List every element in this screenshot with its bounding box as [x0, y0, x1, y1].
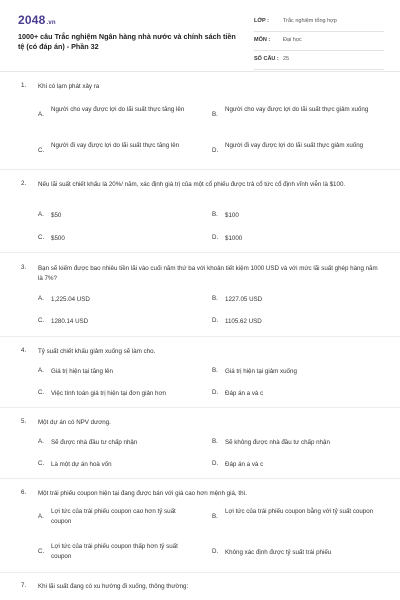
header-divider	[0, 71, 400, 72]
option-letter: D.	[212, 234, 219, 241]
question-text: Một dự án có NPV dương.	[38, 419, 111, 426]
option-text: Người cho vay được lợi do lãi suất thực giảm xuống	[225, 106, 369, 113]
question-text: Khi lãi suất đang có xu hướng đi xuống, thông thường:	[38, 583, 189, 590]
option-text: Người cho vay được lợi do lãi suất thực tăng lên	[51, 106, 185, 113]
question-number: 4.	[21, 347, 27, 354]
option-letter: D.	[212, 460, 219, 467]
option-letter: D.	[212, 389, 219, 396]
option-letter: A.	[38, 513, 44, 520]
question-text: Khi có lạm phát xảy ra	[38, 83, 100, 90]
question-divider	[0, 169, 400, 170]
option-text: Việc tính toán giá trị hiện tại đơn giản hơn	[51, 390, 166, 397]
question-text: Tỷ suất chiết khấu giảm xuống sẽ làm cho.	[38, 348, 156, 355]
meta-row-mon	[254, 35, 384, 51]
option-letter: C.	[38, 389, 45, 396]
document-title: 1000+ câu Trắc nghiệm Ngân hàng nhà nước và chính sách tiền tệ (có đáp án) - Phần 32	[18, 32, 236, 51]
question-divider	[0, 478, 400, 479]
option-letter: C.	[38, 548, 45, 555]
option-letter: A.	[38, 111, 44, 118]
site-logo[interactable]	[18, 13, 56, 27]
question-number: 7.	[21, 582, 27, 589]
meta-value-socau: 25	[283, 56, 290, 62]
meta-label-socau: SỐ CÂU :	[254, 56, 279, 62]
option-letter: B.	[212, 438, 218, 445]
logo-text: 2048	[18, 13, 46, 27]
option-text: Giá trị hiện tại tăng lên	[51, 368, 113, 375]
document-meta	[254, 16, 384, 73]
option-text: Không xác định được tỷ suất trái phiếu	[225, 549, 332, 556]
logo-suffix: .vn	[46, 20, 56, 26]
meta-label-lop: LỚP :	[254, 18, 269, 24]
option-letter: B.	[212, 211, 218, 218]
question-text: Nếu lãi suất chiết khấu là 20%/ năm, xác định giá trị của một cổ phiếu được trả cổ tức cổ định vĩnh viễn là $100.	[38, 181, 346, 188]
option-text: Đáp án a và c	[225, 390, 264, 397]
option-letter: A.	[38, 367, 44, 374]
option-text: Đáp án a và c	[225, 461, 264, 468]
option-letter: C.	[38, 147, 45, 154]
question-number: 6.	[21, 489, 27, 496]
meta-row-socau	[254, 54, 384, 70]
document-header	[0, 0, 400, 70]
option-text: 1280.14 USD	[51, 318, 89, 325]
question-number: 3.	[21, 264, 27, 271]
option-text: 1105.62 USD	[225, 318, 262, 325]
question-divider	[0, 252, 400, 253]
option-letter: D.	[212, 147, 219, 154]
question-divider	[0, 336, 400, 337]
option-letter: D.	[212, 548, 219, 555]
option-letter: D.	[212, 317, 219, 324]
option-text: Sẽ không được nhà đầu tư chấp nhận	[225, 439, 330, 446]
question-number: 1.	[21, 82, 27, 89]
option-text: Lợi tức của trái phiếu coupon cao hơn tỷ suất coupon	[51, 508, 176, 525]
option-letter: C.	[38, 234, 45, 241]
option-letter: A.	[38, 211, 44, 218]
option-text: $1000	[225, 235, 243, 242]
option-text: Người đi vay được lợi do lãi suất thực giảm xuống	[225, 142, 364, 149]
meta-label-mon: MÔN :	[254, 37, 271, 43]
option-text: Lợi tức của trái phiếu coupon bằng với tỷ suất coupon	[225, 508, 374, 515]
option-text: $500	[51, 235, 65, 242]
option-text: Lợi tức của trái phiếu coupon thấp hơn tỷ suất coupon	[51, 543, 178, 560]
option-text: Là một dự án hoà vốn	[51, 461, 112, 468]
option-letter: B.	[212, 367, 218, 374]
option-letter: A.	[38, 295, 44, 302]
meta-value-mon: Đại học	[283, 37, 302, 43]
option-letter: B.	[212, 295, 218, 302]
option-text: 1227.05 USD	[225, 296, 263, 303]
question-divider	[0, 572, 400, 573]
question-text: Một trái phiếu coupon hiện tại đang được bán với giá cao hơn mệnh giá, thì.	[38, 490, 247, 497]
option-letter: A.	[38, 438, 44, 445]
option-letter: C.	[38, 317, 45, 324]
question-text: Bạn sẽ kiếm được bao nhiêu tiền lãi vào cuối năm thứ ba với khoản tiết kiệm 1000 USD và với mức lãi suất ghép hàng năm là 7%?	[38, 265, 378, 282]
option-text: Người đi vay được lợi do lãi suất thực tăng lên	[51, 142, 180, 149]
option-letter: B.	[212, 111, 218, 118]
option-letter: B.	[212, 513, 218, 520]
question-number: 2.	[21, 180, 27, 187]
meta-row-lop	[254, 16, 384, 32]
option-text: $50	[51, 212, 62, 219]
option-text: 1,225.04 USD	[51, 296, 90, 303]
question-number: 5.	[21, 418, 27, 425]
meta-value-lop: Trắc nghiệm tổng hợp	[283, 18, 337, 24]
option-text: Giá trị hiện tại giảm xuống	[225, 368, 297, 375]
option-text: $100	[225, 212, 239, 219]
option-text: Sẽ được nhà đầu tư chấp nhận	[51, 439, 138, 446]
question-divider	[0, 407, 400, 408]
option-letter: C.	[38, 460, 45, 467]
